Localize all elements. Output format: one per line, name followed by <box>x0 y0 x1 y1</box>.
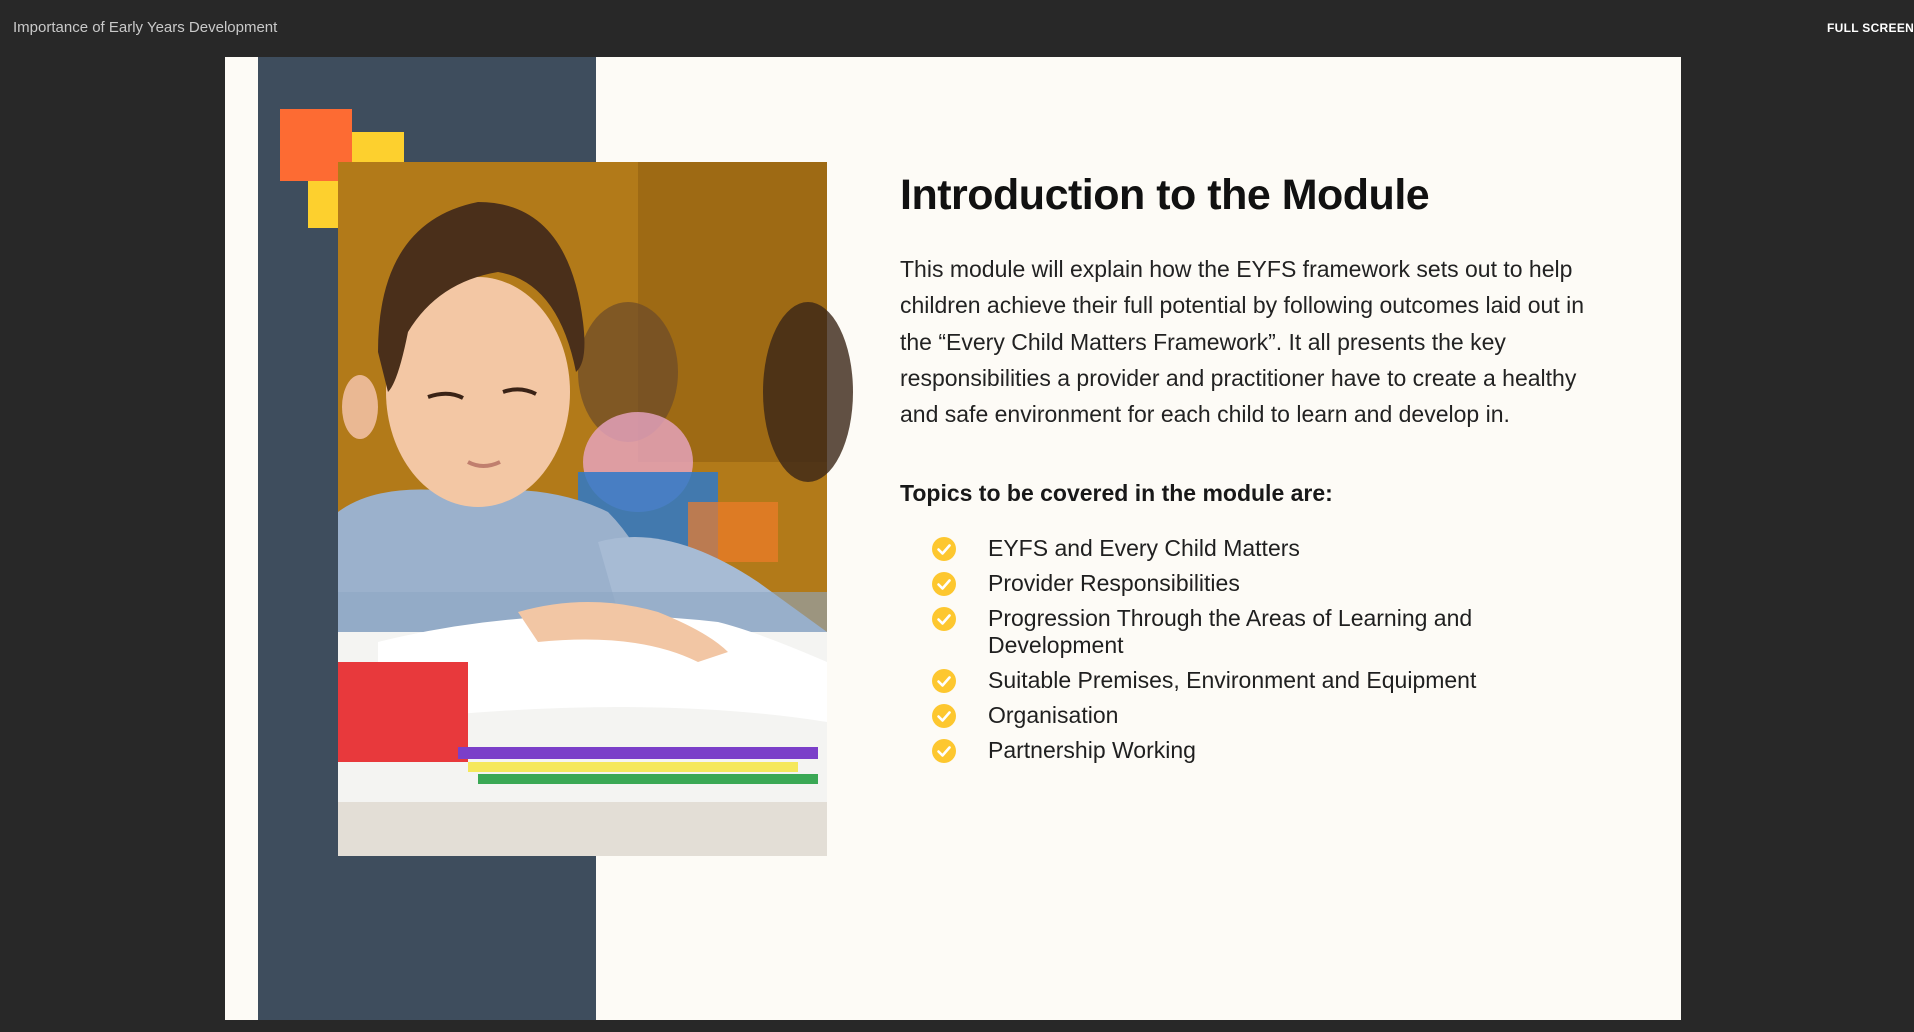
topics-list <box>900 535 1500 764</box>
topic-label: Provider Responsibilities <box>988 570 1240 597</box>
topic-item <box>932 737 1500 764</box>
boy-reading-photo <box>338 162 827 856</box>
intro-paragraph: This module will explain how the EYFS framework sets out to help children achieve their full potential by following outcomes laid out in the “Every Child Matters Framework”. It all presents the key responsibilities a provider and practitioner have to create a healthy and safe environment for each child to learn and develop in. <box>900 256 1585 428</box>
course-title: Importance of Early Years Development <box>13 19 278 36</box>
topic-label: Partnership Working <box>988 737 1196 764</box>
check-circle-icon <box>932 669 956 693</box>
topic-item <box>932 667 1500 694</box>
topic-label: Progression Through the Areas of Learning and Development <box>988 605 1473 659</box>
topics-heading: Topics to be covered in the module are: <box>900 480 1333 507</box>
check-circle-icon <box>932 704 956 728</box>
slide <box>225 57 1681 1020</box>
topic-item <box>932 535 1500 562</box>
topic-label: Suitable Premises, Environment and Equipment <box>988 667 1477 694</box>
top-bar <box>0 0 1914 56</box>
topic-item <box>932 570 1500 597</box>
topic-item <box>932 702 1500 729</box>
slide-heading: Introduction to the Module <box>900 171 1430 219</box>
check-circle-icon <box>932 739 956 763</box>
check-circle-icon <box>932 572 956 596</box>
slide-content <box>900 169 1620 772</box>
full-screen-button[interactable]: FULL SCREEN <box>1827 21 1914 35</box>
topic-item <box>932 605 1500 659</box>
topic-label: Organisation <box>988 702 1119 729</box>
topic-label: EYFS and Every Child Matters <box>988 535 1300 562</box>
check-circle-icon <box>932 537 956 561</box>
check-circle-icon <box>932 607 956 631</box>
